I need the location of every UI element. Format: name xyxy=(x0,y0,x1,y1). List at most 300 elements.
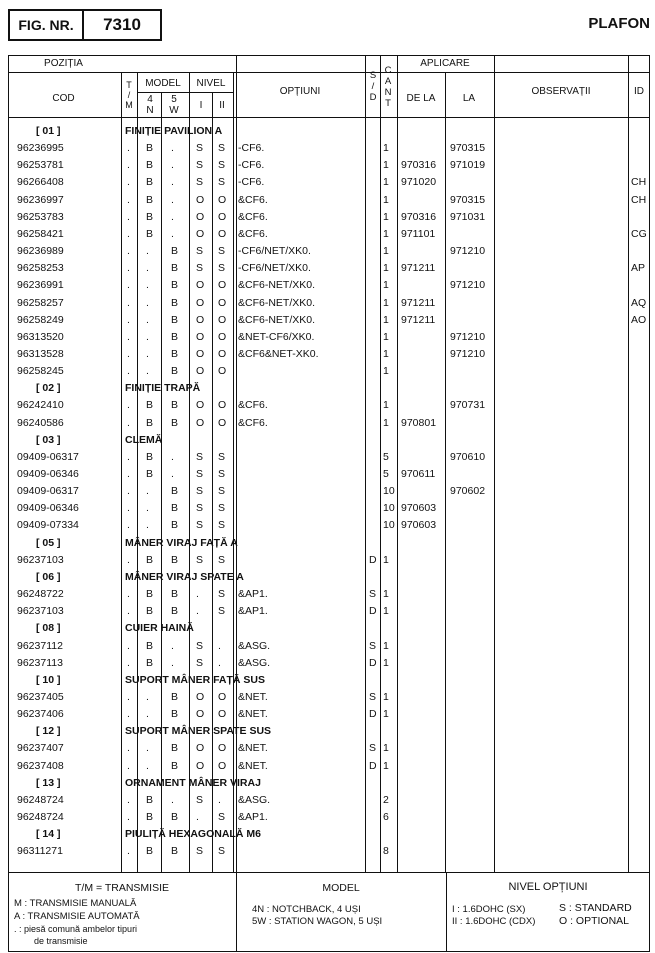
nivel-ii-cell: . xyxy=(218,656,221,669)
to-date-cell: 971210 xyxy=(450,279,486,292)
from-date-cell: 971211 xyxy=(401,262,436,275)
tm-cell: . xyxy=(127,485,130,498)
grid-line xyxy=(137,92,233,93)
quantity-cell: 8 xyxy=(383,845,389,858)
part-code: 96237408 xyxy=(17,759,64,772)
tm-cell: . xyxy=(127,330,130,343)
nivel-i-cell: . xyxy=(196,605,199,618)
tm-cell: . xyxy=(127,811,130,823)
tm-cell: . xyxy=(127,399,130,412)
nivel-ii-cell: O xyxy=(218,347,227,360)
nivel-ii-cell: O xyxy=(218,313,227,326)
tm-cell: . xyxy=(127,262,130,275)
grid-line xyxy=(121,72,122,872)
model-4n-cell: . xyxy=(146,313,149,326)
nivel-ii-cell: S xyxy=(218,845,226,858)
tm-cell: . xyxy=(127,296,130,309)
part-code: 96311271 xyxy=(17,845,63,858)
id-cell: AO xyxy=(631,313,647,326)
model-4n-cell: . xyxy=(146,279,149,292)
options-cell: &CF6. xyxy=(238,399,268,412)
nivel-ii-cell: S xyxy=(218,519,226,532)
from-date-cell: 971020 xyxy=(401,176,437,189)
nivel-i-cell: O xyxy=(196,210,205,223)
quantity-cell: 1 xyxy=(383,279,389,292)
options-cell: &AP1. xyxy=(238,811,268,823)
part-code: 96242410 xyxy=(17,399,64,412)
nivel-i-cell: O xyxy=(196,279,205,292)
tm-cell: . xyxy=(127,605,130,618)
model-4n-cell: . xyxy=(146,485,149,498)
section-title: PLAFON xyxy=(588,15,650,32)
tm-cell: . xyxy=(127,742,130,755)
part-code: 09409-06346 xyxy=(17,502,79,515)
header-cod: COD xyxy=(52,93,75,104)
model-4n-cell: . xyxy=(146,519,149,532)
model-4n-cell: B xyxy=(146,159,154,172)
quantity-cell: 1 xyxy=(383,296,389,309)
header-de-la: DE LA xyxy=(406,93,436,104)
quantity-cell: 1 xyxy=(383,416,389,429)
side-cell: D xyxy=(369,759,377,772)
nivel-i-cell: . xyxy=(196,588,199,601)
figure-label: FIG. NR. xyxy=(10,11,84,39)
quantity-cell: 1 xyxy=(383,588,389,601)
quantity-cell: 1 xyxy=(383,262,389,275)
tm-cell: . xyxy=(127,553,130,566)
nivel-ii-cell: S xyxy=(218,262,226,275)
section-title: ORNAMENT MÂNER VIRAJ xyxy=(125,776,261,789)
grid-line xyxy=(189,72,190,872)
nivel-ii-cell: . xyxy=(218,793,221,806)
nivel-ii-cell: O xyxy=(218,296,227,309)
section-title: CLEMĂ xyxy=(125,433,163,446)
quantity-cell: 1 xyxy=(383,759,389,772)
part-code: 96236997 xyxy=(17,193,64,206)
part-code: 96237406 xyxy=(17,708,64,721)
position-number: [ 03 ] xyxy=(36,433,61,446)
model-5w-cell: B xyxy=(171,416,179,429)
legend-nivel-standard: S : STANDARD xyxy=(559,902,632,914)
tm-cell: . xyxy=(127,708,130,721)
header-model: MODEL xyxy=(145,78,181,89)
nivel-i-cell: O xyxy=(196,330,205,343)
quantity-cell: 1 xyxy=(383,399,389,412)
quantity-cell: 1 xyxy=(383,330,389,343)
model-5w-cell: B xyxy=(171,708,179,721)
header-pozitia: POZIȚIA xyxy=(44,58,83,69)
options-cell: -CF6. xyxy=(238,159,265,172)
tm-cell: . xyxy=(127,468,130,480)
nivel-i-cell: S xyxy=(196,553,204,566)
id-cell: CG xyxy=(631,227,647,240)
part-code: 09409-07334 xyxy=(17,519,79,532)
tm-cell: . xyxy=(127,159,130,172)
legend-nivel-ii: II : 1.6DOHC (CDX) xyxy=(452,916,536,927)
from-date-cell: 971101 xyxy=(401,227,436,240)
header-observatii: OBSERVAȚII xyxy=(531,86,591,97)
part-code: 96258245 xyxy=(17,365,64,378)
nivel-i-cell: . xyxy=(196,811,199,823)
options-cell: &NET. xyxy=(238,759,268,772)
quantity-cell: 1 xyxy=(383,347,389,360)
legend-tm-manual: M : TRANSMISIE MANUALĂ xyxy=(14,898,137,909)
nivel-i-cell: O xyxy=(196,742,205,755)
id-cell: CH xyxy=(631,176,647,189)
model-4n-cell: B xyxy=(146,639,154,652)
model-5w-cell: . xyxy=(171,210,174,223)
nivel-ii-cell: S xyxy=(218,485,226,498)
options-cell: &NET. xyxy=(238,690,268,703)
tm-cell: . xyxy=(127,279,130,292)
tm-cell: . xyxy=(127,365,130,378)
model-5w-cell: B xyxy=(171,330,179,343)
to-date-cell: 971031 xyxy=(450,210,486,223)
nivel-ii-cell: O xyxy=(218,416,227,429)
part-code: 96237103 xyxy=(17,553,64,566)
part-code: 96253781 xyxy=(17,159,64,172)
nivel-i-cell: S xyxy=(196,159,204,172)
options-cell: -CF6. xyxy=(238,142,265,155)
grid-line xyxy=(8,72,650,73)
model-5w-cell: B xyxy=(171,519,179,532)
options-cell: &AP1. xyxy=(238,588,268,601)
grid-line xyxy=(397,55,398,872)
model-4n-cell: . xyxy=(146,759,149,772)
options-cell: &ASG. xyxy=(238,793,271,806)
options-cell: &CF6-NET/XK0. xyxy=(238,296,316,309)
model-4n-cell: B xyxy=(146,793,154,806)
nivel-i-cell: S xyxy=(196,262,204,275)
quantity-cell: 1 xyxy=(383,313,389,326)
options-cell: &CF6-NET/XK0. xyxy=(238,313,316,326)
grid-line xyxy=(365,55,366,872)
nivel-ii-cell: S xyxy=(218,468,226,480)
to-date-cell: 971210 xyxy=(450,347,486,360)
legend-tm-automatic: A : TRANSMISIE AUTOMATĂ xyxy=(14,911,140,922)
tm-cell: . xyxy=(127,690,130,703)
quantity-cell: 1 xyxy=(383,210,389,223)
part-code: 09409-06346 xyxy=(17,468,79,480)
model-4n-cell: . xyxy=(146,245,149,258)
tm-cell: . xyxy=(127,142,130,155)
quantity-cell: 1 xyxy=(383,553,389,566)
part-code: 96236989 xyxy=(17,245,64,258)
nivel-ii-cell: O xyxy=(218,759,227,772)
position-number: [ 02 ] xyxy=(36,382,61,395)
header-nivel-ii: II xyxy=(219,100,225,111)
model-5w-cell: . xyxy=(171,193,174,206)
tm-cell: . xyxy=(127,759,130,772)
nivel-i-cell: O xyxy=(196,708,205,721)
side-cell: D xyxy=(369,708,377,721)
position-number: [ 01 ] xyxy=(36,125,61,137)
nivel-i-cell: S xyxy=(196,468,204,480)
nivel-i-cell: O xyxy=(196,399,205,412)
figure-number: 7310 xyxy=(103,15,141,34)
tm-cell: . xyxy=(127,793,130,806)
nivel-ii-cell: O xyxy=(218,365,227,378)
tm-cell: . xyxy=(127,656,130,669)
model-4n-cell: B xyxy=(146,416,154,429)
part-code: 09409-06317 xyxy=(17,485,79,498)
from-date-cell: 971211 xyxy=(401,313,436,326)
header-aplicare: APLICARE xyxy=(420,58,470,69)
from-date-cell: 970611 xyxy=(401,468,436,480)
options-cell: &CF6. xyxy=(238,227,268,240)
id-cell: CH xyxy=(631,193,647,206)
tm-cell: . xyxy=(127,588,130,601)
nivel-i-cell: S xyxy=(196,176,204,189)
grid-line xyxy=(445,72,446,872)
quantity-cell: 10 xyxy=(383,502,395,515)
nivel-i-cell: O xyxy=(196,759,205,772)
id-cell: AQ xyxy=(631,296,647,309)
model-4n-cell: . xyxy=(146,347,149,360)
header-model-5w: 5 W xyxy=(169,94,179,116)
model-5w-cell: . xyxy=(171,176,174,189)
options-cell: -CF6/NET/XK0. xyxy=(238,262,311,275)
model-4n-cell: B xyxy=(146,142,154,155)
grid-line xyxy=(212,92,213,872)
model-4n-cell: B xyxy=(146,193,154,206)
model-4n-cell: B xyxy=(146,605,154,618)
nivel-i-cell: S xyxy=(196,656,204,669)
model-5w-cell: B xyxy=(171,605,179,618)
model-5w-cell: B xyxy=(171,811,179,823)
grid-line xyxy=(161,92,162,872)
to-date-cell: 970315 xyxy=(450,142,486,155)
nivel-ii-cell: O xyxy=(218,708,227,721)
nivel-ii-cell: O xyxy=(218,279,227,292)
model-4n-cell: . xyxy=(146,262,149,275)
grid-line xyxy=(233,72,234,872)
legend-tm-title: T/M = TRANSMISIE xyxy=(74,882,170,894)
part-code: 96236995 xyxy=(17,142,64,155)
tm-cell: . xyxy=(127,245,130,258)
tm-cell: . xyxy=(127,347,130,360)
part-code: 96313528 xyxy=(17,347,64,360)
to-date-cell: 970731 xyxy=(450,399,486,412)
part-code: 09409-06317 xyxy=(17,450,79,463)
options-cell: &ASG. xyxy=(238,656,271,669)
quantity-cell: 1 xyxy=(383,605,389,618)
model-4n-cell: . xyxy=(146,330,149,343)
from-date-cell: 970316 xyxy=(401,159,437,172)
id-cell: AP xyxy=(631,262,646,275)
model-5w-cell: . xyxy=(171,227,174,240)
section-title: SUPORT MÂNER FAȚĂ SUS xyxy=(125,673,266,686)
model-4n-cell: B xyxy=(146,553,154,566)
tm-cell: . xyxy=(127,502,130,515)
nivel-i-cell: O xyxy=(196,193,205,206)
model-4n-cell: . xyxy=(146,365,149,378)
position-number: [ 13 ] xyxy=(36,776,61,789)
tm-cell: . xyxy=(127,416,130,429)
nivel-i-cell: S xyxy=(196,519,204,532)
to-date-cell: 970610 xyxy=(450,450,486,463)
part-code: 96258421 xyxy=(17,227,64,240)
to-date-cell: 970315 xyxy=(450,193,486,206)
nivel-ii-cell: . xyxy=(218,639,221,652)
options-cell: &CF6&NET-XK0. xyxy=(238,347,319,360)
nivel-i-cell: S xyxy=(196,639,204,652)
tm-cell: . xyxy=(127,450,130,463)
header-sd: S / D xyxy=(369,70,377,103)
position-number: [ 06 ] xyxy=(36,570,61,583)
model-4n-cell: B xyxy=(146,656,154,669)
model-5w-cell: B xyxy=(171,279,179,292)
nivel-i-cell: O xyxy=(196,416,205,429)
from-date-cell: 970316 xyxy=(401,210,437,223)
side-cell: S xyxy=(369,690,377,703)
nivel-i-cell: O xyxy=(196,365,205,378)
to-date-cell: 971210 xyxy=(450,330,486,343)
header-cant: C A N T xyxy=(384,65,392,109)
legend-tm-common: . : piesă comună ambelor tipuri xyxy=(14,924,138,934)
tm-cell: . xyxy=(127,193,130,206)
nivel-ii-cell: S xyxy=(218,605,226,618)
model-5w-cell: B xyxy=(171,296,179,309)
options-cell: &NET. xyxy=(238,708,268,721)
quantity-cell: 1 xyxy=(383,708,389,721)
part-code: 96237407 xyxy=(17,742,64,755)
model-5w-cell: B xyxy=(171,365,179,378)
model-5w-cell: B xyxy=(171,553,179,566)
header-tm: T / M xyxy=(125,80,133,110)
legend-model-title: MODEL xyxy=(322,882,360,894)
quantity-cell: 5 xyxy=(383,468,389,480)
section-title: MÂNER VIRAJ FAȚĂ A xyxy=(125,536,238,549)
model-4n-cell: B xyxy=(146,450,154,463)
nivel-i-cell: S xyxy=(196,502,204,515)
header-model-4n: 4 N xyxy=(146,94,154,116)
side-cell: S xyxy=(369,639,377,652)
header-nivel: NIVEL xyxy=(196,78,226,89)
model-4n-cell: B xyxy=(146,468,154,480)
model-5w-cell: B xyxy=(171,245,179,258)
nivel-ii-cell: S xyxy=(218,176,226,189)
nivel-i-cell: O xyxy=(196,347,205,360)
tm-cell: . xyxy=(127,845,130,858)
nivel-ii-cell: S xyxy=(218,502,226,515)
options-cell: -CF6/NET/XK0. xyxy=(238,245,311,258)
grid-line xyxy=(236,55,237,872)
quantity-cell: 6 xyxy=(383,811,389,823)
quantity-cell: 1 xyxy=(383,245,389,258)
quantity-cell: 1 xyxy=(383,742,389,755)
grid-line xyxy=(380,55,381,872)
side-cell: S xyxy=(369,588,377,601)
part-code: 96237112 xyxy=(17,639,63,652)
model-5w-cell: B xyxy=(171,485,179,498)
position-number: [ 12 ] xyxy=(36,725,61,738)
model-5w-cell: . xyxy=(171,142,174,155)
options-cell: &ASG. xyxy=(238,639,271,652)
part-code: 96236991 xyxy=(17,279,64,292)
grid-line xyxy=(628,55,629,872)
grid-line xyxy=(8,117,650,118)
tm-cell: . xyxy=(127,210,130,223)
side-cell: S xyxy=(369,742,377,755)
model-5w-cell: B xyxy=(171,262,179,275)
options-cell: &CF6. xyxy=(238,193,268,206)
side-cell: D xyxy=(369,605,377,618)
legend-nivel-i: I : 1.6DOHC (SX) xyxy=(452,904,526,915)
model-4n-cell: B xyxy=(146,811,154,823)
quantity-cell: 1 xyxy=(383,193,389,206)
section-title: MÂNER VIRAJ SPATE A xyxy=(125,570,244,583)
model-4n-cell: B xyxy=(146,588,154,601)
nivel-ii-cell: O xyxy=(218,193,227,206)
tm-cell: . xyxy=(127,176,130,189)
nivel-i-cell: S xyxy=(196,793,204,806)
section-title: FINIȚIE TRAPĂ xyxy=(125,382,201,395)
nivel-i-cell: O xyxy=(196,227,205,240)
model-4n-cell: B xyxy=(146,176,154,189)
nivel-ii-cell: S xyxy=(218,245,226,258)
model-4n-cell: . xyxy=(146,502,149,515)
header-nivel-i: I xyxy=(199,100,203,111)
header-id: ID xyxy=(634,86,644,97)
side-cell: D xyxy=(369,553,377,566)
position-number: [ 14 ] xyxy=(36,828,61,841)
model-4n-cell: . xyxy=(146,708,149,721)
section-title: FINIȚIE PAVILION A xyxy=(125,125,223,137)
quantity-cell: 2 xyxy=(383,793,389,806)
nivel-i-cell: S xyxy=(196,245,204,258)
grid-line xyxy=(494,55,495,872)
options-cell: &AP1. xyxy=(238,605,268,618)
model-5w-cell: B xyxy=(171,588,179,601)
to-date-cell: 970602 xyxy=(450,485,486,498)
position-number: [ 10 ] xyxy=(36,673,61,686)
legend-model-4n: 4N : NOTCHBACK, 4 UȘI xyxy=(252,904,361,915)
options-cell: -CF6. xyxy=(238,176,265,189)
side-cell: D xyxy=(369,656,377,669)
part-code: 96248724 xyxy=(17,793,64,806)
quantity-cell: 5 xyxy=(383,450,389,463)
header-optiuni: OPȚIUNI xyxy=(279,86,321,97)
part-code: 96248724 xyxy=(17,811,64,823)
nivel-ii-cell: O xyxy=(218,210,227,223)
header-la: LA xyxy=(462,93,476,104)
model-5w-cell: B xyxy=(171,502,179,515)
model-5w-cell: . xyxy=(171,159,174,172)
from-date-cell: 970603 xyxy=(401,502,437,515)
grid-line xyxy=(8,872,650,873)
part-code: 96237113 xyxy=(17,656,63,669)
nivel-ii-cell: S xyxy=(218,588,226,601)
grid-line xyxy=(137,72,138,872)
part-code: 96237103 xyxy=(17,605,64,618)
part-code: 96258249 xyxy=(17,313,64,326)
model-5w-cell: . xyxy=(171,656,174,669)
from-date-cell: 970603 xyxy=(401,519,437,532)
quantity-cell: 1 xyxy=(383,142,389,155)
model-5w-cell: B xyxy=(171,742,179,755)
nivel-ii-cell: S xyxy=(218,811,226,823)
to-date-cell: 971210 xyxy=(450,245,486,258)
part-code: 96240586 xyxy=(17,416,64,429)
section-title: PIULIȚĂ HEXAGONALĂ M6 xyxy=(125,828,261,841)
quantity-cell: 1 xyxy=(383,365,389,378)
quantity-cell: 1 xyxy=(383,159,389,172)
quantity-cell: 1 xyxy=(383,656,389,669)
model-4n-cell: . xyxy=(146,742,149,755)
model-4n-cell: . xyxy=(146,690,149,703)
model-5w-cell: . xyxy=(171,793,174,806)
